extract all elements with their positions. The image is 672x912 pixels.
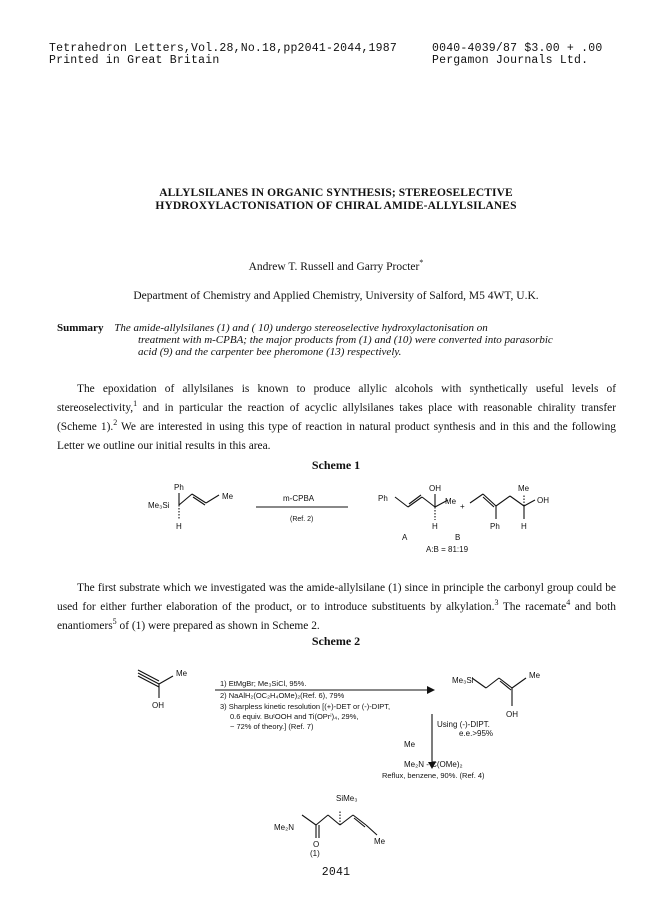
scheme2-using: Using (-)-DIPT.	[437, 720, 490, 729]
scheme2-diagram	[0, 648, 672, 860]
para2-line3-b: of (1) were prepared as shown in Scheme 2.	[116, 620, 320, 632]
inter-oh: OH	[506, 710, 518, 719]
scheme1-title: Scheme 1	[311, 458, 361, 472]
product-n-bond	[302, 815, 316, 825]
page-number: 2041	[321, 866, 351, 879]
para1-line2	[57, 399, 616, 418]
scheme1-diagram	[0, 470, 672, 562]
step-1: 1) EtMgBr; Me₃SiCl, 95%.	[220, 679, 307, 688]
step-3-cont2: ~ 72% of theory.] (Ref. 7)	[230, 722, 314, 731]
para1-line2-a: stereoselectivity,	[57, 402, 134, 414]
inter-chain2	[486, 678, 499, 688]
product-me: Me	[374, 837, 386, 846]
arrowhead-right	[427, 686, 435, 694]
start-me: Me	[176, 669, 188, 678]
summary-line2	[138, 334, 553, 347]
para2-line1: The first substrate which we investigated was the amide-allylsilane (1) since in principle the carbonyl group could be	[77, 582, 616, 594]
para2-line2	[57, 598, 616, 617]
reagent-formula: Me₂N - C(OMe)₂	[404, 760, 463, 769]
para1-line3	[57, 418, 616, 437]
ref-2: 2	[113, 418, 118, 428]
productB-chain1	[470, 494, 483, 503]
productB-chain4	[510, 496, 524, 506]
product-label: (1)	[310, 849, 320, 858]
issn-price: 0040-4039/87 $3.00 + .00	[432, 42, 603, 55]
para2-line3-a: enantiomers	[57, 620, 113, 632]
reactant-chain3	[206, 495, 219, 503]
ref-4: 4	[566, 598, 571, 608]
productA-oh: OH	[429, 484, 441, 493]
start-alkyne1	[138, 673, 159, 684]
productB-oh: OH	[537, 496, 549, 505]
reactant-h: H	[176, 522, 182, 531]
summary-line1: The amide-allylsilanes (1) and ( 10) undergo stereoselective hydroxylactonisation on	[114, 322, 488, 334]
step-2: 2) NaAlH₂(OC₂H₄OMe)₂(Ref. 6), 79%	[220, 691, 345, 700]
product-me2n: Me₂N	[274, 823, 294, 832]
start-oh: OH	[152, 701, 164, 710]
reactant-ph: Ph	[174, 483, 184, 492]
authors	[0, 258, 672, 273]
scheme2-ee: e.e.>95%	[459, 729, 494, 738]
productA-h: H	[432, 522, 438, 531]
para2-line2-a: used for either further elaboration of the product, or to introduce substituents by alkylation.	[57, 601, 495, 613]
scheme1-ratio: A:B = 81:19	[426, 545, 469, 554]
productA-me: Me	[445, 497, 457, 506]
para1-line4: Letter we outline our initial results in this area.	[57, 440, 271, 452]
inter-chain1	[472, 678, 486, 688]
para1-line2-b: and in particular the reaction of acyclic allylsilanes takes place with reasonable chirality transfer	[137, 402, 616, 414]
summary-label: Summary	[57, 322, 104, 334]
productA-chain1	[395, 497, 408, 507]
reactant-me: Me	[222, 492, 234, 501]
affiliation: Department of Chemistry and Applied Chemistry, University of Salford, M5 4WT, U.K.	[133, 290, 539, 302]
productB-me: Me	[518, 484, 530, 493]
publisher: Pergamon Journals Ltd.	[432, 54, 589, 67]
journal-citation: Tetrahedron Letters,Vol.28,No.18,pp2041-2044,1987	[49, 42, 397, 55]
para1-line3-b: We are interested in using this type of reaction in natural product synthesis and in this and the following	[117, 421, 616, 433]
para2-line2-c: and both	[570, 601, 616, 613]
reactant-chain1	[179, 494, 192, 505]
productA-label: A	[402, 533, 408, 542]
start-alkyne3	[138, 670, 159, 681]
reagent-conditions: Reflux, benzene, 90%. (Ref. 4)	[382, 771, 485, 780]
ref-1: 1	[133, 399, 138, 409]
product-chain2	[328, 815, 340, 825]
productA-chain3	[422, 497, 435, 507]
productA-chain2	[408, 497, 422, 507]
ref-5: 5	[112, 617, 117, 627]
productB-chain2	[483, 494, 496, 506]
product-chain4	[353, 815, 366, 825]
product-chain1	[316, 815, 328, 825]
author-names: Andrew T. Russell and Garry Procter	[248, 261, 420, 273]
reactant-me3si: Me₃Si	[148, 501, 170, 510]
inter-me3si: Me₃Si	[452, 676, 474, 685]
step-3-cont1: 0.6 equiv. BuᵗOOH and Ti(OPrⁱ)₄, 29%,	[230, 712, 359, 721]
step-3: 3) Sharpless kinetic resolution [(+)-DET or (-)-DIPT,	[220, 702, 391, 711]
productB-ph: Ph	[490, 522, 500, 531]
inter-chain4	[512, 678, 526, 688]
para1-line3-a: (Scheme 1).	[57, 421, 114, 433]
summary-line3	[138, 346, 401, 359]
product-chain3	[340, 815, 353, 825]
start-me-bond	[159, 676, 173, 684]
productB-chain3	[496, 496, 510, 506]
product-o: O	[313, 840, 320, 849]
corresponding-mark: *	[419, 258, 424, 268]
ref-3: 3	[494, 598, 499, 608]
productB-oh-bond	[524, 500, 535, 506]
printed-in: Printed in Great Britain	[49, 54, 220, 67]
paper-title-line1: ALLYLSILANES IN ORGANIC SYNTHESIS; STEREOSELECTIVE	[159, 187, 513, 199]
scheme1-plus: +	[460, 502, 465, 511]
inter-me: Me	[529, 671, 541, 680]
product-chain5	[366, 825, 377, 835]
productB-h: H	[521, 522, 527, 531]
summary-line3-text: acid (9) and the carpenter bee pheromone (13) respectively.	[138, 346, 402, 358]
summary-block	[57, 322, 637, 335]
start-alkyne2	[138, 676, 159, 687]
paper-title-line2: HYDROXYLACTONISATION OF CHIRAL AMIDE-ALLYLSILANES	[155, 200, 517, 212]
inter-chain3	[499, 678, 512, 688]
scheme1-ref: (Ref. 2)	[290, 516, 314, 523]
scheme1-reagent: m-CPBA	[283, 494, 315, 503]
productA-ph: Ph	[378, 494, 388, 503]
reagent-me: Me	[404, 740, 416, 749]
productB-label: B	[455, 533, 461, 542]
para2-line2-b: The racemate	[498, 601, 567, 613]
para1-line1: The epoxidation of allylsilanes is known to produce allylic alcohols with synthetically useful levels of	[77, 383, 616, 395]
product-sime3: SiMe₃	[336, 794, 358, 803]
summary-line2-text: treatment with m-CPBA; the major products from (1) and (10) were converted into parasorbic	[138, 334, 553, 346]
scheme2-title: Scheme 2	[311, 634, 361, 648]
